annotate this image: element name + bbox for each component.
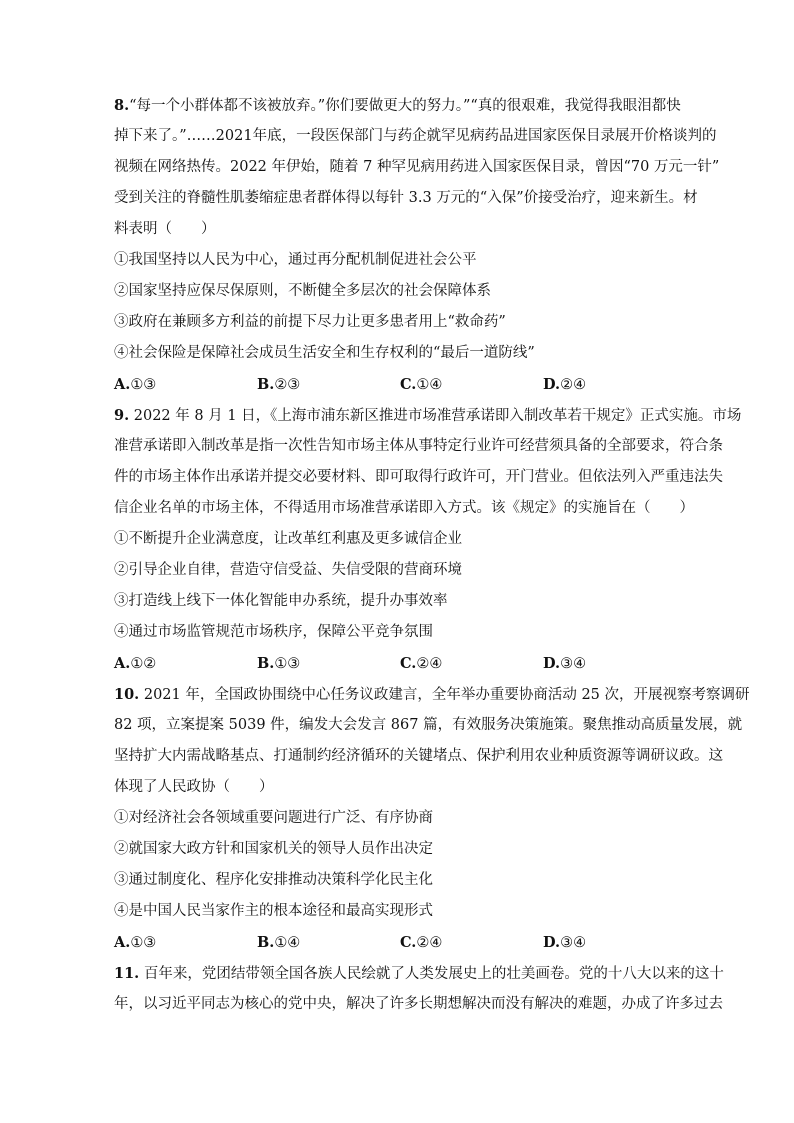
question-stem-line: 准营承诺即入制改革是指一次性告知市场主体从事特定行业许可经营须具备的全部要求，符合条 [114,438,723,454]
question-11 [114,958,724,1020]
question-stem-line: 受到关注的脊髓性肌萎缩症患者群体得以每针 3.3 万元的“入保”价接受治疗，迎来新生。材 [114,190,698,206]
question-stem-line: 件的市场主体作出承诺并提交必要材料、即可取得行政许可，开门营业。但依法列入严重违法失 [114,469,723,485]
statement: ④是中国人民当家作主的根本途径和最高实现形式 [114,903,433,919]
option-b[interactable]: B.②③ [257,376,301,393]
exam-page [114,90,750,1020]
statement: ③通过制度化、程序化安排推动决策科学化民主化 [114,872,433,888]
question-number: 9. [114,407,130,424]
question-stem-line: 掉下来了。”……2021年底，一段医保部门与药企就罕见病药品进国家医保目录展开价格谈判的 [114,128,717,144]
question-8 [114,90,720,400]
option-a[interactable]: A.①② [114,655,157,672]
option-b[interactable]: B.①③ [257,655,301,672]
option-d[interactable]: D.③④ [543,934,587,951]
question-stem-line: 坚持扩大内需战略基点、打通制约经济循环的关键堵点、保护利用农业种质资源等调研议政。这 [114,748,723,764]
answer-options [114,369,686,400]
option-a[interactable]: A.①③ [114,934,157,951]
answer-options [114,648,686,679]
statement: ②引导企业自律，营造守信受益、失信受限的营商环境 [114,562,462,578]
question-stem-line: 82 项，立案提案 5039 件，编发大会发言 867 篇，有效服务决策施策。聚焦推动高质量发展，就 [114,717,743,733]
question-stem-line: 视频在网络热传。2022 年伊始，随着 7 种罕见病用药进入国家医保目录，曾因“70 万元一针” [114,159,720,175]
question-stem-line: 11. 百年来，党团结带领全国各族人民绘就了人类发展史上的壮美画卷。党的十八大以来的这十 [114,965,724,982]
statement: ②就国家大政方针和国家机关的领导人员作出决定 [114,841,433,857]
question-stem-line: 体现了人民政协（ ） [114,779,274,795]
question-stem-line: 料表明（ ） [114,221,216,237]
question-stem-line: 年，以习近平同志为核心的党中央，解决了许多长期想解决而没有解决的难题，办成了许多过去 [114,996,723,1012]
answer-options [114,927,686,958]
question-stem-line: 9. 2022 年 8 月 1 日，《上海市浦东新区推进市场准营承诺即入制改革若干规定》正式实施。市场 [114,407,742,424]
question-stem-line: 10. 2021 年，全国政协围绕中心任务议政建言，全年举办重要协商活动 25 次，开展视察考察调研 [114,686,750,703]
statement: ①对经济社会各领域重要问题进行广泛、有序协商 [114,810,433,826]
statement: ①我国坚持以人民为中心，通过再分配机制促进社会公平 [114,252,477,268]
question-9 [114,400,742,679]
option-b[interactable]: B.①④ [257,934,301,951]
question-stem-line: 8.“每一个小群体都不该被放弃。”你们要做更大的努力。”“真的很艰难，我觉得我眼泪都快 [114,97,681,114]
question-number: 10. [114,686,140,703]
statement: ③政府在兼顾多方利益的前提下尽力让更多患者用上“救命药” [114,314,506,330]
question-number: 8. [114,97,130,114]
option-c[interactable]: C.②④ [400,934,443,951]
question-stem-line: 信企业名单的市场主体，不得适用市场准营承诺即入方式。该《规定》的实施旨在（ ） [114,500,694,516]
option-a[interactable]: A.①③ [114,376,157,393]
option-c[interactable]: C.①④ [400,376,443,393]
question-number: 11. [114,965,140,982]
option-d[interactable]: D.②④ [543,376,587,393]
question-10 [114,679,750,958]
option-c[interactable]: C.②④ [400,655,443,672]
statement: ①不断提升企业满意度，让改革红利惠及更多诚信企业 [114,531,462,547]
option-d[interactable]: D.③④ [543,655,587,672]
statement: ④通过市场监管规范市场秩序，保障公平竞争氛围 [114,624,433,640]
statement: ③打造线上线下一体化智能申办系统，提升办事效率 [114,593,448,609]
statement: ②国家坚持应保尽保原则，不断健全多层次的社会保障体系 [114,283,491,299]
statement: ④社会保险是保障社会成员生活安全和生存权利的“最后一道防线” [114,345,535,361]
